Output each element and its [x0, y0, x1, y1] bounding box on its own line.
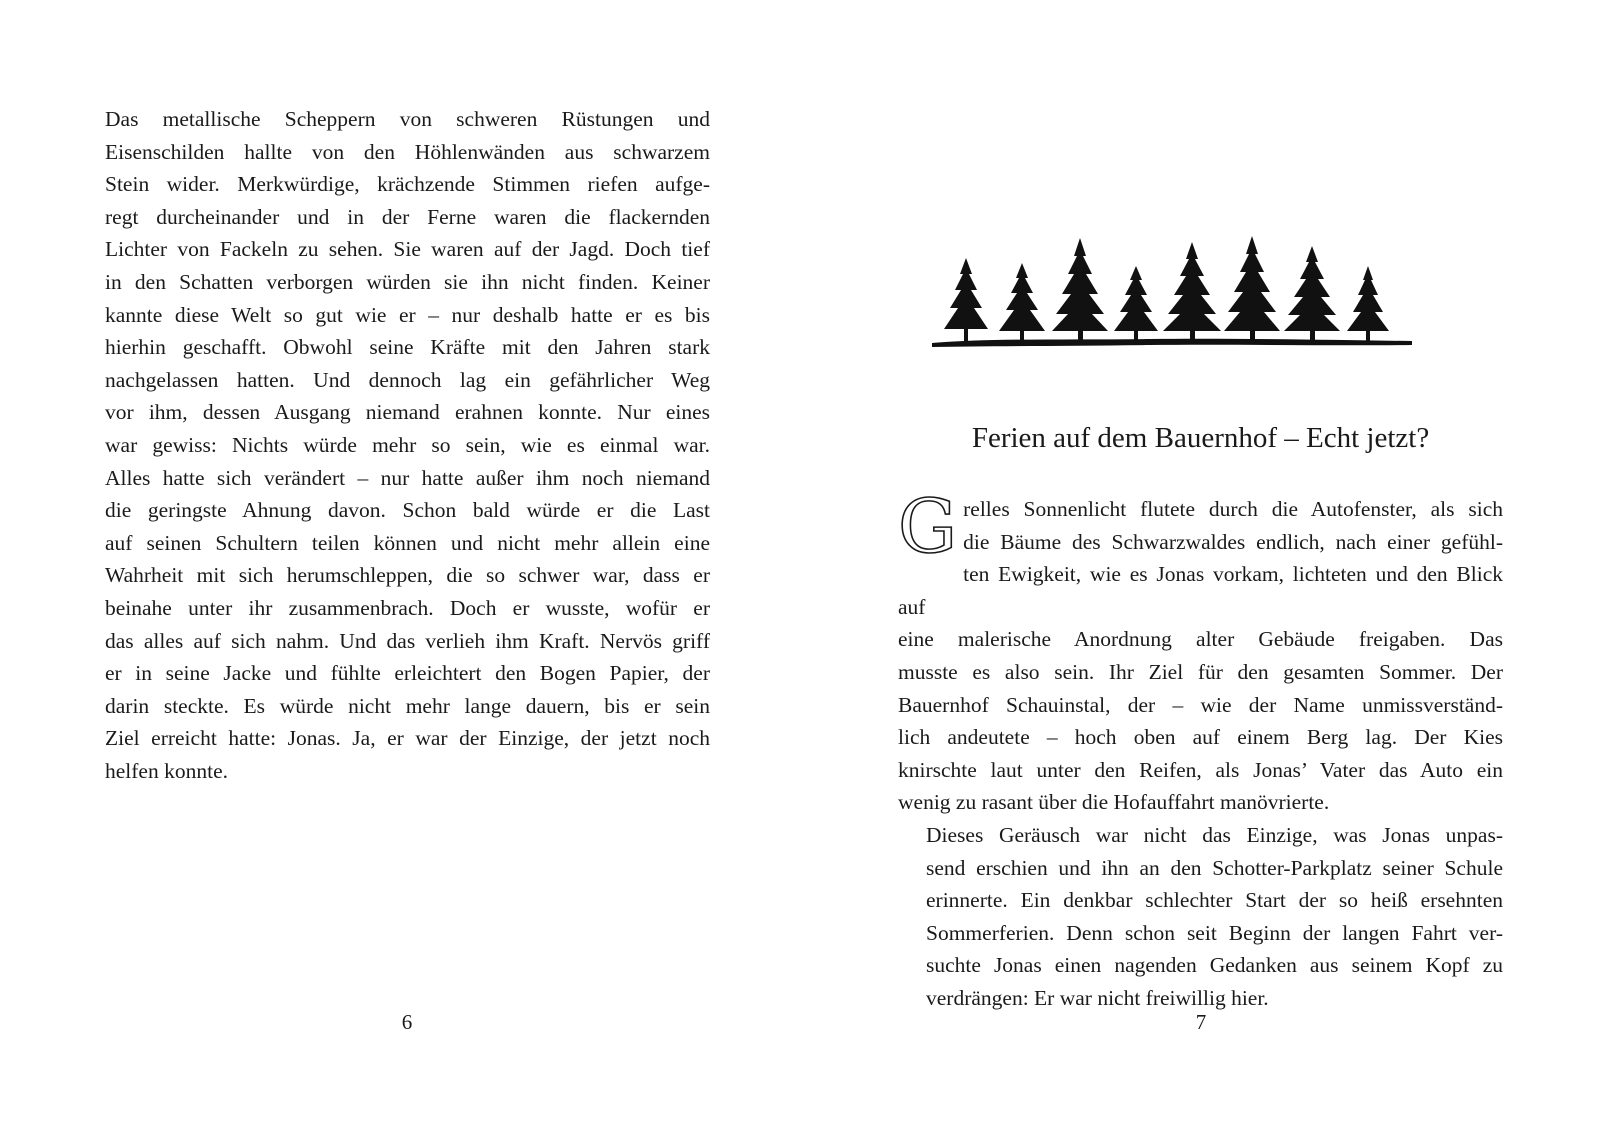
text-line: Alles hatte sich verändert – nur hatte außer ihm noch niemand [105, 465, 710, 490]
text-line: das alles auf sich nahm. Und das verlieh ihm Kraft. Nervös griff [105, 628, 710, 653]
text-line: die Bäume des Schwarzwaldes endlich, nach einer gefühl- [963, 529, 1503, 554]
text-line: Eisenschilden hallte von den Höhlenwänden aus schwarzem [105, 139, 710, 164]
text-line: Das metallische Scheppern von schweren Rüstungen und [105, 107, 710, 131]
pine-tree [1114, 266, 1158, 341]
text-line: Sommerferien. Denn schon seit Beginn der langen Fahrt ver- [926, 920, 1503, 945]
text-line: Stein wider. Merkwürdige, krächzende Stimmen riefen aufge- [105, 172, 710, 197]
text-line: regt durcheinander und in der Ferne waren die flackernden [105, 204, 710, 229]
page-number-left: 6 [401, 1010, 413, 1034]
pine-tree [944, 258, 988, 341]
text-line: musste es also sein. Ihr Ziel für den gesamten Sommer. Der [898, 659, 1503, 684]
pine-tree [999, 263, 1045, 341]
text-line: war gewiss: Nichts würde mehr so sein, wie es einmal war. [105, 432, 710, 457]
text-line: nachgelassen hatten. Und dennoch lag ein gefährlicher Weg [105, 367, 710, 392]
text-line: wenig zu rasant über die Hofauffahrt manövrierte. [898, 790, 1330, 815]
text-line: beinahe unter ihr zusammenbrach. Doch er wusste, wofür er [105, 595, 710, 620]
paragraph [898, 819, 1503, 1015]
pine-tree [1284, 246, 1340, 341]
text-line: helfen konnte. [105, 758, 228, 783]
chapter-title: Ferien auf dem Bauernhof – Echt jetzt? [971, 422, 1430, 454]
text-line: send erschien und ihn an den Schotter-Parkplatz seiner Schule [926, 855, 1503, 880]
text-line: er in seine Jacke und fühlte erleichtert den Bogen Papier, der [105, 661, 710, 686]
text-line: in den Schatten verborgen würden sie ihn nicht finden. Keiner [105, 269, 710, 294]
text-line: ten Ewigkeit, wie es Jonas vorkam, lichteten und den Blick auf [898, 562, 1503, 619]
text-line: hierhin geschafft. Obwohl seine Kräfte mit den Jahren stark [105, 335, 710, 360]
text-line: Lichter von Fackeln zu sehen. Sie waren auf der Jagd. Doch tief [105, 237, 710, 262]
right-page-text [898, 484, 1503, 1015]
text-line: kannte diese Welt so gut wie er – nur deshalb hatte er es bis [105, 302, 710, 327]
pine-tree [1347, 266, 1389, 341]
text-line: Bauernhof Schauinstal, der – wie der Name unmissverständ- [898, 692, 1503, 717]
left-page-text [105, 103, 710, 787]
paragraph [898, 484, 1503, 819]
text-line: darin steckte. Es würde nicht mehr lange dauern, bis er sein [105, 693, 710, 718]
text-line: verdrängen: Er war nicht freiwillig hier. [926, 985, 1269, 1010]
text-line: erinnerte. Ein denkbar schlechter Start der so heiß ersehnten [926, 888, 1503, 913]
text-line: eine malerische Anordnung alter Gebäude freigaben. Das [898, 627, 1503, 652]
page-number-right: 7 [1195, 1010, 1207, 1034]
pine-tree [1052, 238, 1108, 341]
text-line: auf seinen Schultern teilen können und nicht mehr allein eine [105, 530, 710, 555]
text-line: lich andeutete – hoch oben auf einem Berg lag. Der Kies [898, 725, 1503, 750]
pine-tree [1163, 242, 1221, 341]
text-line: relles Sonnenlicht flutete durch die Autofenster, als sich [963, 497, 1503, 521]
text-line: Wahrheit mit sich herumschleppen, die so schwer war, dass er [105, 563, 710, 588]
text-line: Dieses Geräusch war nicht das Einzige, was Jonas unpas- [926, 822, 1503, 847]
text-line: die geringste Ahnung davon. Schon bald würde er die Last [105, 498, 710, 523]
pine-tree-row-icon [930, 230, 1430, 360]
text-line: suchte Jonas einen nagenden Gedanken aus seinem Kopf zu [926, 953, 1503, 978]
text-line: vor ihm, dessen Ausgang niemand erahnen konnte. Nur eines [105, 400, 710, 425]
drop-cap: G [898, 484, 958, 570]
right-page [800, 0, 1600, 1131]
text-line: knirschte laut unter den Reifen, als Jonas’ Vater das Auto ein [898, 757, 1503, 782]
pine-tree [1224, 236, 1280, 341]
paragraph [105, 103, 710, 787]
text-line: Ziel erreicht hatte: Jonas. Ja, er war der Einzige, der jetzt noch [105, 726, 710, 751]
